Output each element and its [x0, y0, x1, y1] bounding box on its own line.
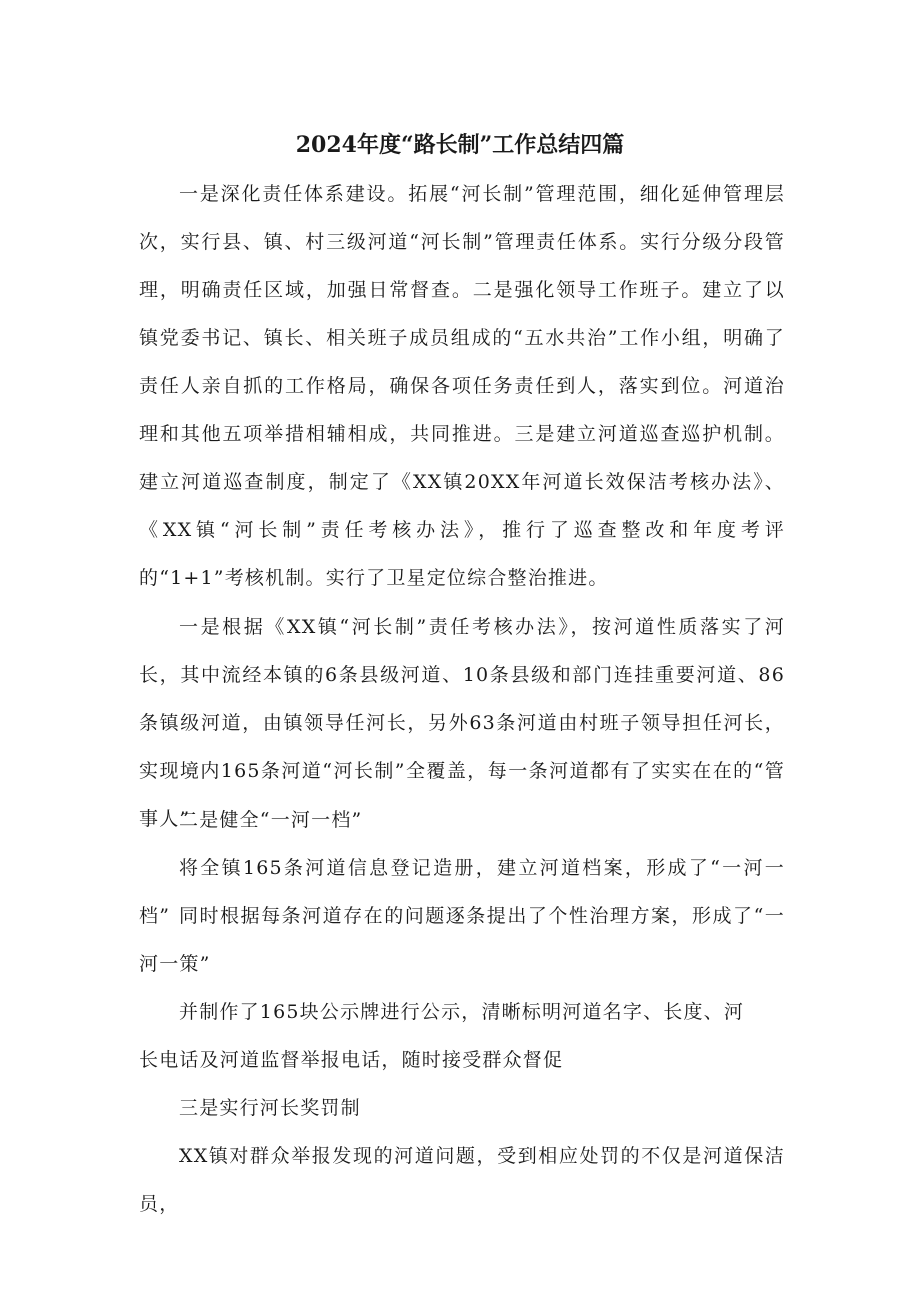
paragraph-one-river-one-file-heading: 二是健全“一河一档” [179, 809, 363, 831]
paragraph-reward-penalty-heading: 三是实行河长奖罚制 [179, 1097, 361, 1119]
paragraph-responsibility-system: 一是深化责任体系建设。拓展“河长制”管理范围，细化延伸管理层次，实行县、镇、村三级河道“河长制”管理责任体系。实行分级分段管理，明确责任区域，加强日常督查。二是强化领导工作班子。建立了以镇党委书记、镇长、相关班子成员组成的“五水共治”工作小组，明确了责任人亲自抓的工作格局，确保各项任务责任到人，落实到位。河道治理和其他五项举措相辅相成，共同推进。三是建立河道巡查巡护机制。建立河道巡查制度，制定了《XX镇20XX年河道长效保洁考核办法》、《XX镇“河长制”责任考核办法》，推行了巡查整改和年度考评的“1+1”考核机制。实行了卫星定位综合整治推进。 [139, 183, 785, 589]
paragraph-reward-penalty-detail: XX镇对群众举报发现的河道问题，受到相应处罚的不仅是河道保洁员， [139, 1145, 785, 1215]
document-title: 2024年度“路长制”工作总结四篇 [295, 132, 625, 158]
paragraph-river-chief-assignment: 一是根据《XX镇“河长制”责任考核办法》，按河道性质落实了河长，其中流经本镇的6条县级河道、10条县级和部门连挂重要河道、86条镇级河道，由镇领导任河长，另外63条河道由村班子领导担任河长，实现境内165条河道“河长制”全覆盖，每一条河道都有了实实在在的“管事人” [139, 616, 785, 830]
paragraph-public-signs-continued: 长电话及河道监督举报电话，随时接受群众督促 [139, 1049, 564, 1071]
paragraph-one-river-one-policy: 同时根据每条河道存在的问题逐条提出了个性治理方案，形成了“一河一策” [139, 905, 785, 975]
paragraph-public-signs: 并制作了165块公示牌进行公示，清晰标明河道名字、长度、河 [179, 1001, 745, 1023]
paragraph-river-registration: 将全镇165条河道信息登记造册，建立河道档案，形成了“一河一档” [139, 857, 785, 927]
